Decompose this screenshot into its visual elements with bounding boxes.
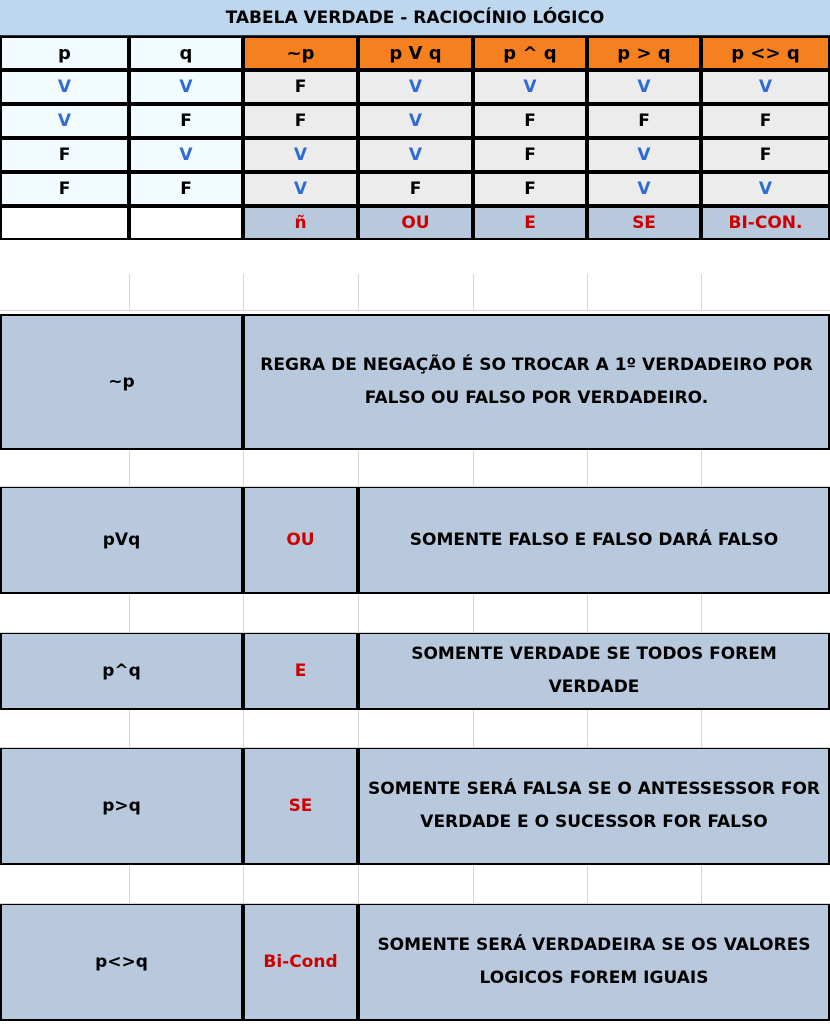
operator-name-cell: SE [587, 206, 701, 240]
rule-description: SOMENTE SERÁ VERDADEIRA SE OS VALORES LOGICOS FOREM IGUAIS [358, 903, 830, 1021]
truth-value-cell: F [587, 104, 701, 138]
empty-cell [129, 206, 243, 240]
rule-description: SOMENTE FALSO E FALSO DARÁ FALSO [358, 486, 830, 594]
column-header: q [129, 36, 243, 70]
grid-line [0, 747, 830, 748]
operator-name-cell: BI-CON. [701, 206, 830, 240]
grid-line [473, 594, 474, 632]
rule-operator: Bi-Cond [243, 903, 358, 1021]
truth-value-cell: F [243, 104, 358, 138]
grid-line [358, 594, 359, 632]
grid-line [473, 865, 474, 903]
truth-value-cell: V [358, 104, 473, 138]
grid-line [358, 274, 359, 310]
truth-value-cell: V [587, 138, 701, 172]
grid-line [358, 710, 359, 747]
rule-symbol: ~p [0, 314, 243, 450]
grid-line [129, 594, 130, 632]
column-header: p [0, 36, 129, 70]
truth-value-cell: V [473, 70, 587, 104]
truth-value-cell: V [243, 138, 358, 172]
grid-line [701, 450, 702, 486]
truth-value-cell: V [587, 70, 701, 104]
truth-value-cell: F [701, 104, 830, 138]
truth-value-cell: V [0, 70, 129, 104]
truth-value-cell: V [701, 172, 830, 206]
grid-line [243, 865, 244, 903]
operator-name-cell: ñ [243, 206, 358, 240]
grid-line [701, 865, 702, 903]
grid-line [701, 594, 702, 632]
operator-name-cell: OU [358, 206, 473, 240]
grid-line [587, 594, 588, 632]
grid-line [701, 274, 702, 310]
grid-line [243, 710, 244, 747]
rule-operator: E [243, 632, 358, 710]
truth-value-cell: V [0, 104, 129, 138]
column-header: p V q [358, 36, 473, 70]
grid-line [0, 903, 830, 904]
grid-line [243, 450, 244, 486]
truth-value-cell: V [129, 138, 243, 172]
grid-line [358, 865, 359, 903]
grid-line [0, 310, 830, 311]
grid-line [587, 274, 588, 310]
truth-value-cell: F [0, 172, 129, 206]
operator-name-cell: E [473, 206, 587, 240]
truth-value-cell: F [701, 138, 830, 172]
column-header: p > q [587, 36, 701, 70]
truth-value-cell: F [243, 70, 358, 104]
column-header: p <> q [701, 36, 830, 70]
truth-value-cell: F [473, 172, 587, 206]
grid-line [129, 450, 130, 486]
grid-line [587, 710, 588, 747]
empty-cell [0, 206, 129, 240]
truth-value-cell: V [129, 70, 243, 104]
grid-line [0, 632, 830, 633]
rule-operator: OU [243, 486, 358, 594]
grid-line [0, 486, 830, 487]
grid-line [129, 865, 130, 903]
rule-description: SOMENTE SERÁ FALSA SE O ANTESSESSOR FOR VERDADE E O SUCESSOR FOR FALSO [358, 747, 830, 865]
truth-value-cell: F [0, 138, 129, 172]
grid-line [587, 450, 588, 486]
truth-value-cell: F [129, 172, 243, 206]
grid-line [129, 710, 130, 747]
truth-value-cell: V [243, 172, 358, 206]
grid-line [587, 865, 588, 903]
truth-value-cell: V [701, 70, 830, 104]
rule-description: SOMENTE VERDADE SE TODOS FOREM VERDADE [358, 632, 830, 710]
rule-symbol: p<>q [0, 903, 243, 1021]
rule-operator: SE [243, 747, 358, 865]
rule-description: REGRA DE NEGAÇÃO É SO TROCAR A 1º VERDADEIRO POR FALSO OU FALSO POR VERDADEIRO. [243, 314, 830, 450]
truth-value-cell: V [358, 138, 473, 172]
truth-value-cell: V [358, 70, 473, 104]
grid-line [473, 710, 474, 747]
truth-value-cell: F [358, 172, 473, 206]
grid-line [473, 450, 474, 486]
truth-value-cell: F [129, 104, 243, 138]
column-header: p ^ q [473, 36, 587, 70]
grid-line [243, 594, 244, 632]
grid-line [473, 274, 474, 310]
grid-line [129, 274, 130, 310]
truth-value-cell: F [473, 104, 587, 138]
grid-line [243, 274, 244, 310]
page-title: TABELA VERDADE - RACIOCÍNIO LÓGICO [0, 0, 830, 36]
column-header: ~p [243, 36, 358, 70]
truth-value-cell: V [587, 172, 701, 206]
rule-symbol: p^q [0, 632, 243, 710]
grid-line [701, 710, 702, 747]
rule-symbol: pVq [0, 486, 243, 594]
rule-symbol: p>q [0, 747, 243, 865]
truth-value-cell: F [473, 138, 587, 172]
grid-line [358, 450, 359, 486]
